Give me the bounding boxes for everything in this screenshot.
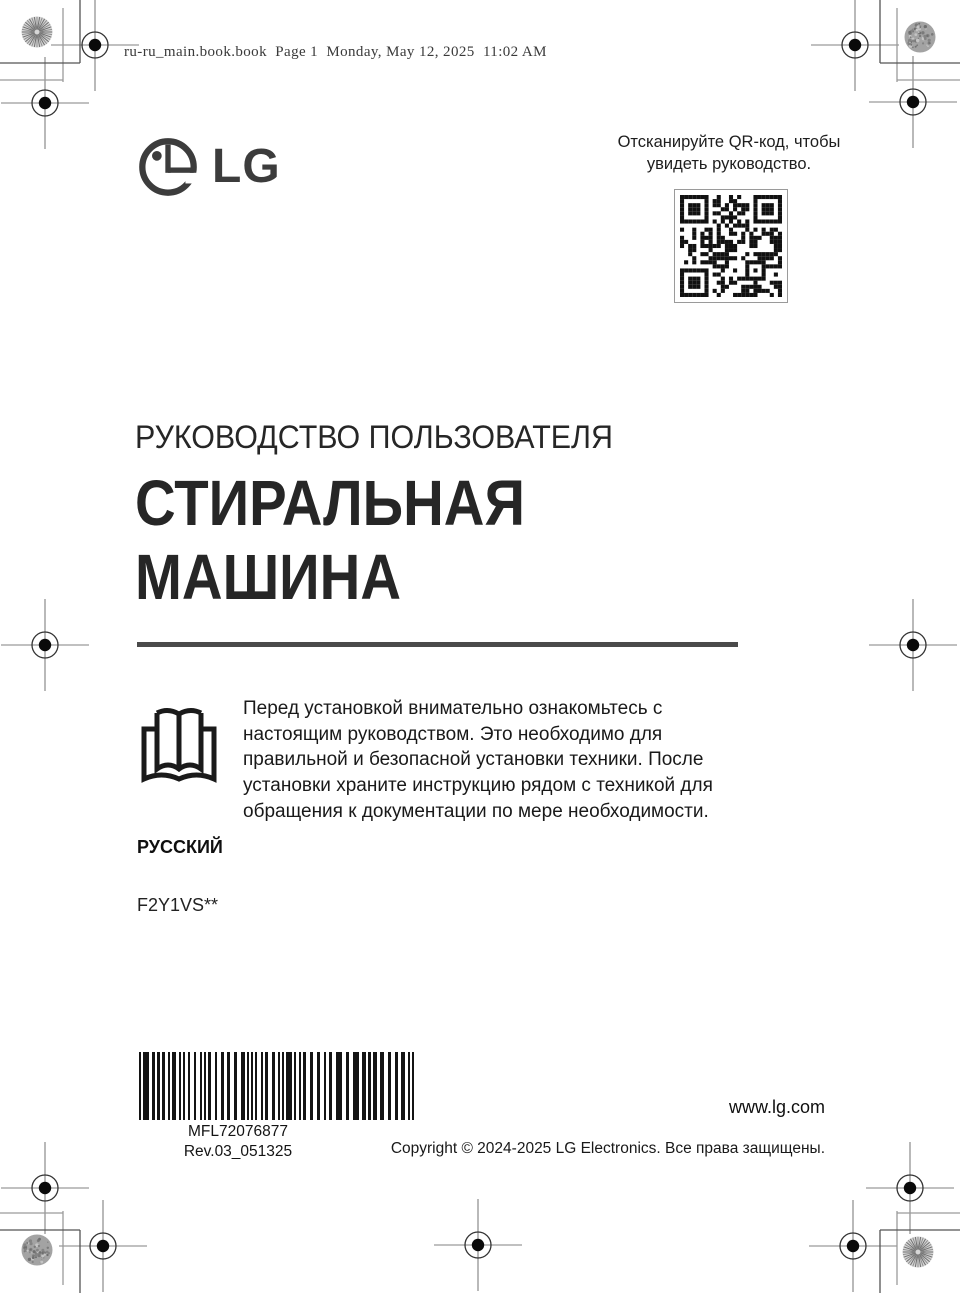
granite-patch-icon [22, 1235, 53, 1266]
lg-face-symbol-icon [137, 136, 199, 198]
barcode [137, 1052, 422, 1120]
text-line: обращения к документации по мере необходимости. [243, 800, 709, 822]
open-book-icon [132, 698, 226, 792]
registration-mark-icon [811, 0, 899, 91]
registration-mark-icon [1, 57, 89, 149]
text-line: Перед установкой внимательно ознакомьтесь с [243, 698, 663, 719]
registration-mark-icon [869, 599, 957, 691]
qr-code [674, 189, 788, 303]
qr-code-icon [680, 195, 782, 297]
part-number: MFL72076877 [188, 1123, 288, 1140]
text-line: установки храните инструкцию рядом с техникой для [243, 775, 713, 797]
crop-mark-icon [880, 0, 960, 82]
document-header: ru-ru_main.book.book Page 1 Monday, May 12, 2025 11:02 AM [124, 44, 547, 60]
title-divider [137, 642, 738, 647]
text-line: МАШИНА [135, 541, 402, 613]
website-url: www.lg.com [728, 1097, 825, 1117]
lg-logo [137, 136, 281, 198]
language-label: РУССКИЙ [137, 837, 223, 857]
crop-mark-icon [0, 1211, 80, 1293]
registration-mark-icon [809, 1200, 897, 1292]
barcode-icon [137, 1052, 422, 1120]
registration-mark-icon [434, 1199, 522, 1291]
registration-mark-icon [866, 1142, 954, 1234]
manual-subtitle: РУКОВОДСТВО ПОЛЬЗОВАТЕЛЯ [135, 419, 613, 455]
crop-mark-icon [880, 1211, 960, 1293]
copyright-notice: Copyright © 2024-2025 LG Electronics. Все права защищены. [390, 1140, 825, 1157]
text-line: СТИРАЛЬНАЯ [135, 467, 525, 539]
qr-caption [600, 131, 858, 175]
registration-mark-icon [1, 599, 89, 691]
text-line: увидеть руководство. [646, 155, 812, 173]
text-line: Отсканируйте QR-код, чтобы [617, 133, 841, 151]
text-line: настоящим руководством. Это необходимо для [243, 723, 663, 745]
granite-patch-icon [905, 22, 936, 53]
pinwheel-patch-icon [22, 17, 53, 48]
intro-paragraph [243, 696, 713, 825]
barcode-labels [137, 1122, 339, 1162]
revision-number: Rev.03_051325 [183, 1143, 293, 1160]
registration-mark-icon [59, 1200, 147, 1292]
manual-title [135, 466, 578, 614]
pinwheel-patch-icon [903, 1237, 934, 1268]
crop-mark-icon [0, 0, 80, 82]
registration-mark-icon [869, 56, 957, 148]
model-code: F2Y1VS** [137, 895, 219, 915]
lg-logo-text: LG [212, 140, 281, 193]
registration-mark-icon [1, 1142, 89, 1234]
text-line: правильной и безопасной установки техники. После [243, 749, 704, 771]
